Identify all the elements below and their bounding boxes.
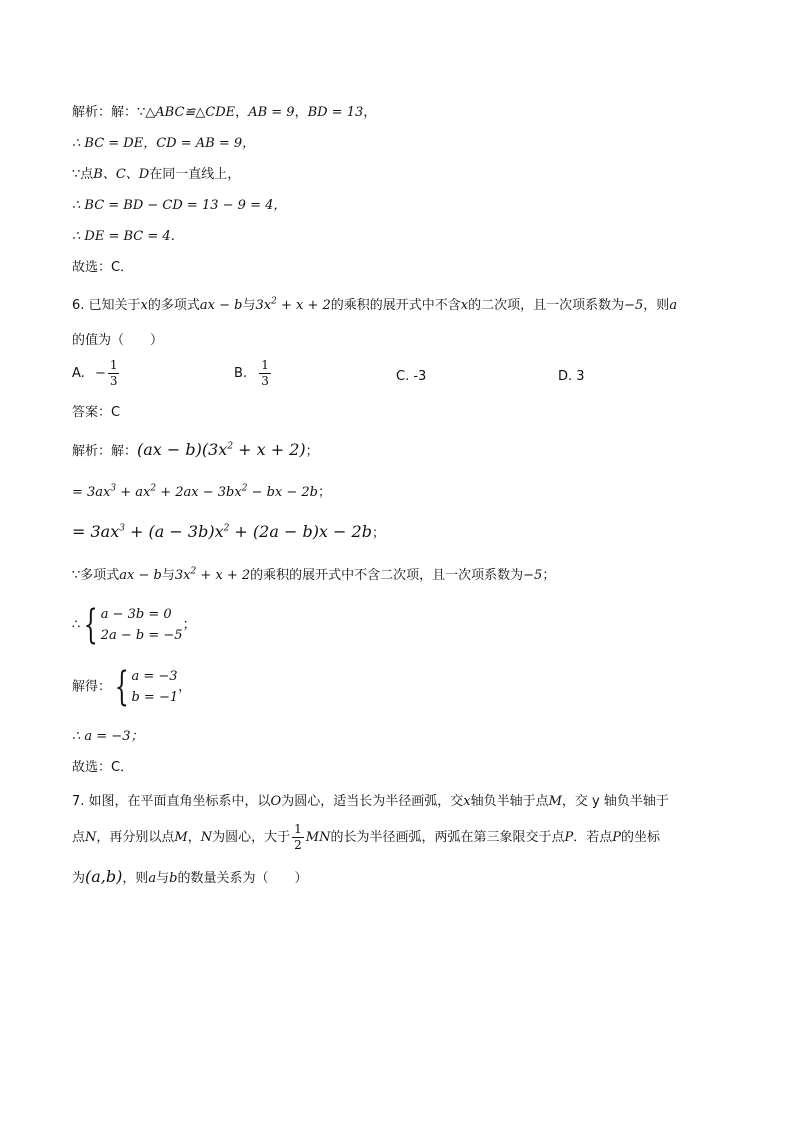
q5-solution-line-2: ∴ BC = DE，CD = AB = 9， bbox=[72, 136, 256, 151]
polynomial-2 bbox=[175, 568, 250, 583]
text: ，则 bbox=[643, 298, 670, 313]
punct: ， bbox=[178, 679, 192, 695]
equation: a = −3 bbox=[131, 669, 178, 684]
exponent: 3 bbox=[119, 523, 125, 534]
exponent: 2 bbox=[223, 523, 230, 534]
equation: 2a − b = −5 bbox=[100, 628, 183, 643]
denominator: 2 bbox=[294, 838, 302, 852]
text: ∵多项式 bbox=[72, 568, 120, 583]
text: 为圆心，大于 bbox=[212, 830, 291, 845]
numerator: 1 bbox=[109, 358, 118, 372]
left-brace-icon: { bbox=[114, 664, 129, 710]
text: ．若点 bbox=[573, 830, 613, 845]
polynomial-2 bbox=[255, 298, 330, 313]
left-brace-icon: { bbox=[84, 602, 99, 648]
q6-choice: 故选：C． bbox=[72, 760, 134, 775]
poly-part: + x + 2 bbox=[276, 298, 331, 313]
option-label: A. bbox=[72, 366, 85, 381]
q6-answer: 答案：C bbox=[72, 405, 121, 420]
var-a: a bbox=[148, 871, 157, 886]
ab-value: AB = 9 bbox=[248, 105, 295, 120]
q6-option-c[interactable]: C. -3 bbox=[396, 369, 427, 384]
q6-conclusion: ∴ a = −3； bbox=[72, 729, 144, 744]
q6-system-2 bbox=[72, 666, 191, 708]
q7-stem-line-1 bbox=[72, 792, 669, 812]
q5-solution-line-5: ∴ DE = BC = 4． bbox=[72, 229, 184, 244]
poly-part: + x + 2 bbox=[196, 568, 251, 583]
text: ∵点 bbox=[72, 167, 94, 182]
exponent: 2 bbox=[227, 441, 234, 452]
punct: ； bbox=[318, 485, 332, 500]
text: 轴负半轴于点 bbox=[470, 794, 549, 809]
expr: (ax − b)(3x bbox=[137, 440, 228, 459]
var-x: x bbox=[463, 794, 471, 809]
text: 的乘积的展开式中不含 bbox=[330, 298, 461, 313]
punct: ； bbox=[371, 526, 385, 541]
q6-solution-line-3 bbox=[72, 522, 385, 544]
fraction bbox=[259, 358, 271, 389]
comma: ， bbox=[235, 105, 249, 120]
text: 的二次项，且一次项系数为 bbox=[468, 298, 625, 313]
q5-choice: 故选：C． bbox=[72, 260, 134, 275]
punct: ； bbox=[182, 617, 196, 633]
poly-part: 3x bbox=[255, 298, 272, 313]
var-x: x bbox=[460, 298, 469, 313]
numerator: 1 bbox=[261, 358, 269, 372]
equation-system bbox=[101, 604, 183, 646]
product-expression bbox=[137, 440, 306, 459]
solution-label: 解析：解： bbox=[72, 444, 138, 459]
text: 的多项式 bbox=[147, 298, 200, 313]
comma: ， bbox=[363, 105, 377, 120]
polynomial-1: ax − b bbox=[119, 568, 162, 583]
bd-value: BD = 13 bbox=[307, 105, 364, 120]
text: 与 bbox=[242, 298, 256, 313]
expr: + 2ax − 3bx bbox=[156, 485, 242, 500]
text: 的长为半径画弧，两弧在第三象限交于点 bbox=[330, 830, 565, 845]
q6-solution-line-4 bbox=[72, 566, 555, 586]
punct: ； bbox=[305, 444, 319, 459]
equation: b = −1 bbox=[131, 690, 179, 705]
denominator: 3 bbox=[261, 374, 269, 388]
q5-solution-line-4: ∴ BC = BD − CD = 13 − 9 = 4， bbox=[72, 198, 287, 213]
point-m: M bbox=[548, 794, 562, 809]
point-p: P bbox=[612, 830, 621, 845]
q6-stem-line-2: 的值为（ ） bbox=[72, 333, 164, 348]
coefficient-value: −5 bbox=[523, 568, 543, 583]
coefficient-value: −5 bbox=[624, 298, 644, 313]
text: 点 bbox=[72, 830, 86, 845]
text: 与 bbox=[156, 871, 170, 886]
text: ， bbox=[187, 830, 201, 845]
text: 解得： bbox=[72, 679, 112, 695]
fraction bbox=[108, 358, 120, 389]
points: B、C、D bbox=[93, 167, 150, 182]
text: 的乘积的展开式中不含二次项，且一次项系数为 bbox=[250, 568, 524, 583]
q6-option-b[interactable] bbox=[234, 358, 273, 389]
expr: + x + 2) bbox=[233, 440, 306, 459]
q6-solution-line-2 bbox=[72, 483, 331, 503]
q6-stem-line-1 bbox=[72, 296, 677, 316]
solution-system bbox=[131, 666, 178, 708]
text: 6. 已知关于 bbox=[72, 298, 141, 313]
expr: = 3ax bbox=[72, 485, 111, 500]
expr: = 3ax bbox=[72, 522, 120, 541]
text: 为圆心，适当长为半径画弧，交 bbox=[281, 794, 464, 809]
point-m: M bbox=[174, 830, 188, 845]
text: ，则 bbox=[122, 871, 149, 886]
option-label: B. bbox=[234, 366, 248, 381]
exponent: 2 bbox=[190, 566, 197, 577]
denominator: 3 bbox=[109, 374, 118, 388]
var-x: x bbox=[140, 298, 148, 313]
grouped-expansion bbox=[72, 522, 372, 541]
text: ，再分别以点 bbox=[96, 830, 175, 845]
point-o: O bbox=[270, 794, 282, 809]
q6-system-1 bbox=[72, 604, 196, 646]
expr: + (a − 3b)x bbox=[124, 522, 224, 541]
coordinate: (a,b) bbox=[85, 867, 123, 886]
text: 为 bbox=[72, 871, 86, 886]
poly-part: 3x bbox=[174, 568, 191, 583]
polynomial-1: ax − b bbox=[199, 298, 243, 313]
therefore-sign: ∴ bbox=[72, 617, 81, 633]
text: ，交 y 轴负半轴于 bbox=[561, 794, 669, 809]
q5-solution-line-1 bbox=[72, 103, 376, 123]
exponent: 2 bbox=[271, 296, 277, 307]
exponent: 2 bbox=[150, 483, 157, 494]
text: 的数量关系为（ ） bbox=[177, 871, 308, 886]
expr: − bx − 2b bbox=[247, 485, 318, 500]
expr: + ax bbox=[116, 485, 151, 500]
q5-solution-line-3 bbox=[72, 165, 240, 185]
exponent: 2 bbox=[241, 483, 248, 494]
expansion bbox=[72, 485, 318, 500]
q7-stem-line-2 bbox=[72, 822, 660, 853]
q7-stem-line-3 bbox=[72, 867, 308, 889]
text: 在同一直线上， bbox=[149, 167, 241, 182]
sign: − bbox=[94, 366, 106, 381]
numerator: 1 bbox=[294, 822, 302, 836]
expr: + (2a − b)x − 2b bbox=[229, 522, 372, 541]
exponent: 3 bbox=[110, 483, 117, 494]
point-p: P bbox=[564, 830, 574, 845]
solution-label: 解析：解：∵ bbox=[72, 105, 146, 120]
equation: a − 3b = 0 bbox=[100, 607, 172, 622]
congruence-expression: △ABC≌△CDE bbox=[145, 105, 236, 120]
var-a: a bbox=[669, 298, 678, 313]
text: 的坐标 bbox=[620, 830, 660, 845]
q6-option-a[interactable] bbox=[72, 358, 121, 389]
text: 7. 如图，在平面直角坐标系中，以 bbox=[72, 794, 271, 809]
segment-mn: MN bbox=[305, 830, 331, 845]
punct: ； bbox=[542, 568, 556, 583]
comma: ， bbox=[294, 105, 308, 120]
point-n: N bbox=[200, 830, 213, 845]
point-n: N bbox=[85, 830, 97, 845]
var-b: b bbox=[169, 871, 178, 886]
fraction bbox=[292, 822, 304, 853]
q6-option-d[interactable]: D. 3 bbox=[558, 369, 585, 384]
text: 与 bbox=[161, 568, 175, 583]
q6-solution-line-1 bbox=[72, 440, 319, 462]
